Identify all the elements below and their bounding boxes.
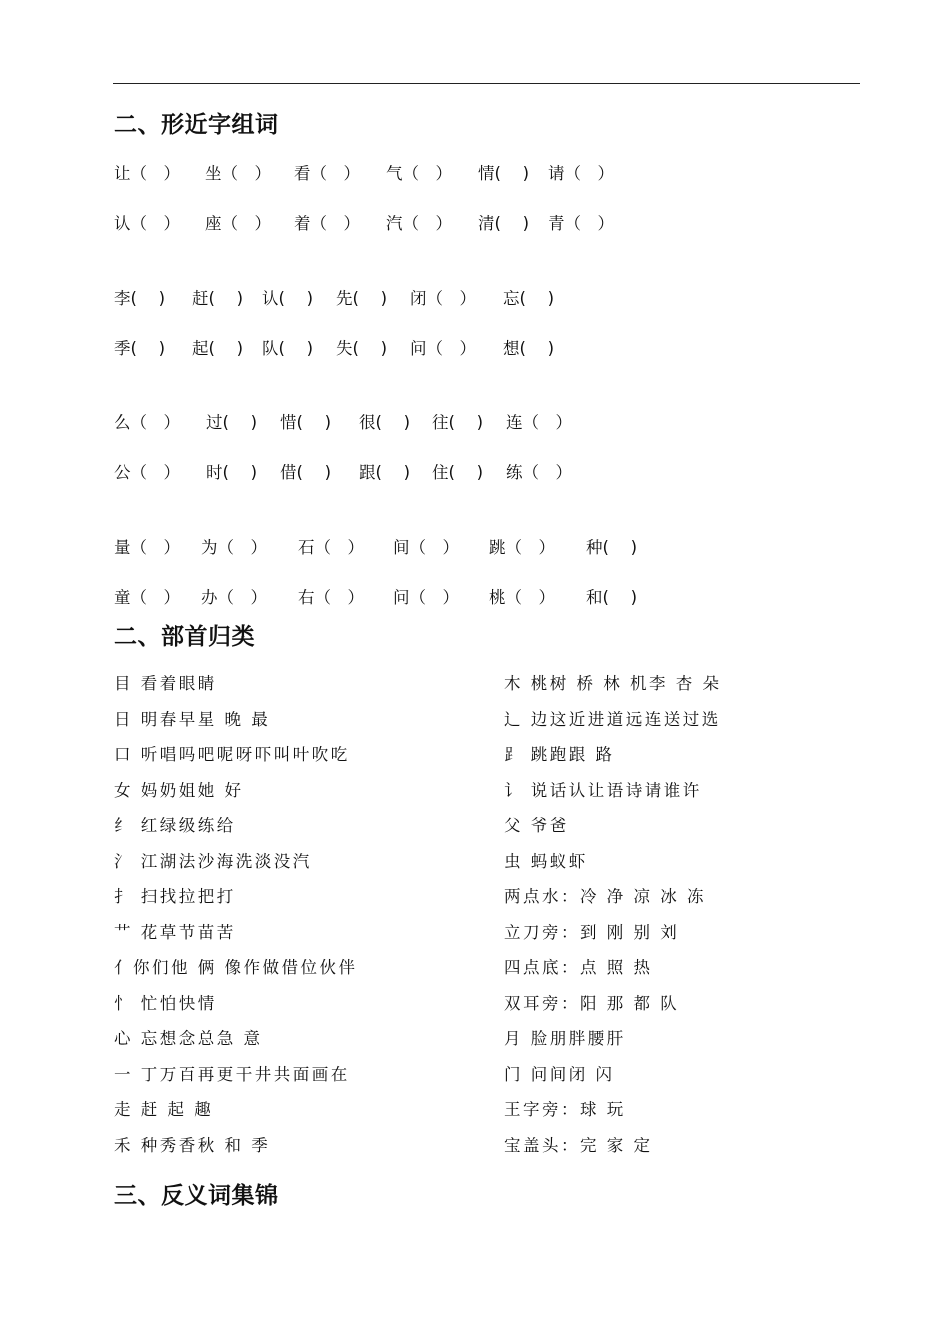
word-blank: 跟( ) — [359, 463, 411, 482]
word-blank: 坐（ ） — [205, 164, 271, 183]
word-blank: 李( ) — [114, 289, 166, 308]
radical-item: 门 问间闭 闪 — [504, 1064, 615, 1084]
word-blank: 青（ ） — [548, 214, 614, 233]
section-heading-similar-characters: 二、形近字组词 — [114, 112, 279, 138]
word-blank: 公（ ） — [114, 463, 180, 482]
word-blank: 请（ ） — [548, 164, 614, 183]
word-blank: 认( ) — [262, 289, 314, 308]
word-blank: 连（ ） — [506, 413, 572, 432]
word-blank: 清( ) — [478, 214, 530, 233]
radical-item: 辶 边这近进道远连送过选 — [504, 709, 721, 729]
word-blank: 右（ ） — [298, 588, 364, 607]
word-blank: 为（ ） — [201, 538, 267, 557]
word-blank: 季( ) — [114, 339, 166, 358]
word-blank: 种( ) — [586, 538, 638, 557]
word-blank: 住( ) — [432, 463, 484, 482]
radical-item: 宝盖头：完 家 定 — [504, 1135, 653, 1155]
word-blank: 队( ) — [262, 339, 314, 358]
word-blank: 情( ) — [478, 164, 530, 183]
radical-item: 木 桃树 桥 林 机李 杏 朵 — [504, 674, 722, 693]
word-blank: 时( ) — [206, 463, 258, 482]
word-blank: 着（ ） — [294, 214, 360, 233]
word-blank: 问（ ） — [393, 588, 459, 607]
word-blank: 汽（ ） — [386, 214, 452, 233]
radical-item: 忄 忙怕快情 — [114, 993, 217, 1013]
section-heading-antonyms: 三、反义词集锦 — [114, 1183, 279, 1209]
radical-item: 亻你们他 俩 像作做借位伙伴 — [114, 958, 358, 977]
radical-item: 艹 花草节苗苦 — [114, 922, 236, 942]
word-blank: 借( ) — [280, 463, 332, 482]
radical-item: 双耳旁：阳 那 都 队 — [504, 993, 680, 1013]
word-blank: 让（ ） — [114, 164, 180, 183]
word-blank: 想( ) — [503, 339, 555, 358]
word-blank: 闭（ ） — [410, 289, 476, 308]
word-blank: 量（ ） — [114, 538, 180, 557]
radical-item: 讠 说话认让语诗请谁许 — [504, 780, 702, 800]
radical-item: 两点水：冷 净 凉 冰 冻 — [504, 887, 706, 906]
radical-item: 女 妈奶姐她 好 — [114, 780, 244, 800]
radical-item: 目 看着眼睛 — [114, 674, 217, 693]
word-blank: 么（ ） — [114, 413, 180, 432]
radical-item: 日 明春早星 晚 最 — [114, 709, 271, 729]
radical-item: ⻊ 跳跑跟 路 — [504, 745, 615, 764]
top-divider-line — [113, 83, 860, 84]
word-blank: 间（ ） — [393, 538, 459, 557]
word-blank: 认（ ） — [114, 214, 180, 233]
word-blank: 气（ ） — [386, 164, 452, 183]
radical-item: 一 丁万百再更干井共面画在 — [114, 1064, 350, 1084]
radical-item: 走 赶 起 趣 — [114, 1100, 214, 1119]
word-blank: 失( ) — [336, 339, 388, 358]
radical-list-left — [114, 672, 358, 1169]
section-heading-radical-classification: 二、部首归类 — [114, 624, 255, 650]
radical-list-right — [504, 672, 721, 1169]
word-blank: 桃（ ） — [489, 588, 555, 607]
radical-item: 立刀旁：到 刚 别 刘 — [504, 922, 680, 942]
word-blank: 童（ ） — [114, 588, 180, 607]
radical-item: 纟 红绿级练给 — [114, 816, 236, 835]
word-blank: 起( ) — [192, 339, 244, 358]
word-blank: 忘( ) — [503, 289, 555, 308]
word-blank: 看（ ） — [294, 164, 360, 183]
word-blank: 很( ) — [359, 413, 411, 432]
word-blank: 往( ) — [432, 413, 484, 432]
word-blank: 跳（ ） — [489, 538, 555, 557]
radical-item: 氵 江湖法沙海洗淡没汽 — [114, 851, 312, 871]
radical-item: 禾 种秀香秋 和 季 — [114, 1135, 271, 1155]
word-blank: 先( ) — [336, 289, 388, 308]
radical-item: 口 听唱吗吧呢呀吓叫叶吹吃 — [114, 745, 350, 764]
word-blank: 过( ) — [206, 413, 258, 432]
radical-item: 王字旁：球 玩 — [504, 1100, 626, 1119]
word-blank: 赶( ) — [192, 289, 244, 308]
word-blank: 座（ ） — [205, 214, 271, 233]
word-blank: 练（ ） — [506, 463, 572, 482]
radical-item: 四点底：点 照 热 — [504, 958, 653, 977]
radical-item: 心 忘想念总急 意 — [114, 1029, 263, 1048]
radical-item: 月 脸朋胖腰肝 — [504, 1029, 626, 1048]
word-blank: 和( ) — [586, 588, 638, 607]
radical-item: 扌 扫找拉把打 — [114, 887, 236, 906]
word-blank: 石（ ） — [298, 538, 364, 557]
word-blank: 办（ ） — [201, 588, 267, 607]
word-blank: 问（ ） — [410, 339, 476, 358]
radical-item: 父 爷爸 — [504, 816, 569, 835]
radical-item: 虫 蚂蚁虾 — [504, 851, 588, 871]
word-blank: 惜( ) — [280, 413, 332, 432]
